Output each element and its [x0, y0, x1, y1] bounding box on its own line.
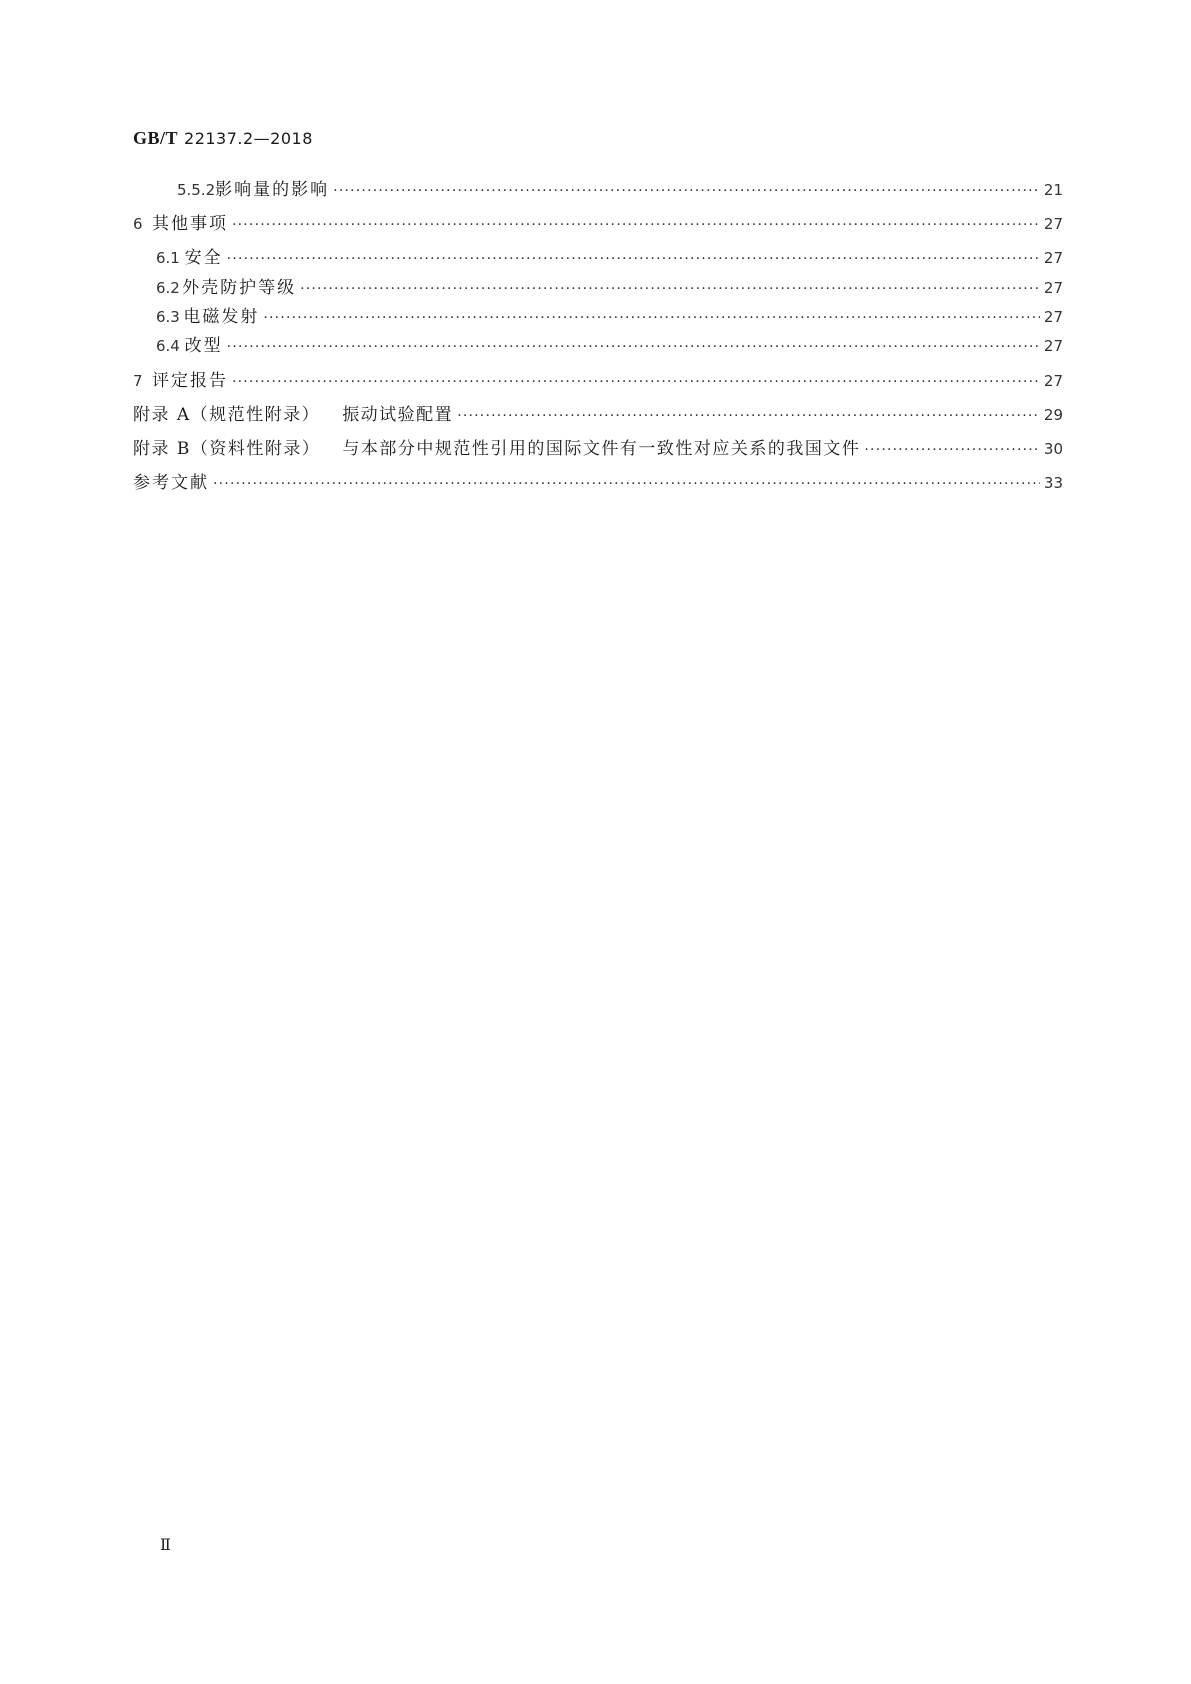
toc-entry-page: 27 [1043, 308, 1063, 326]
toc-entry-6-3[interactable] [133, 305, 1063, 329]
toc-entry-title: 评定报告 [151, 371, 228, 391]
toc-entry-title: 改型 [184, 336, 223, 356]
toc-leader-dots [213, 472, 1040, 496]
toc-leader-dots [864, 438, 1040, 462]
toc-entry-number: 6.1 [156, 249, 180, 267]
toc-leader-dots [333, 179, 1040, 203]
toc-entry-annex-a[interactable] [133, 403, 1063, 427]
toc-entry-number: 6.2 [156, 279, 180, 297]
toc-entry-title: 电磁发射 [183, 307, 260, 327]
toc-entry-page: 27 [1043, 337, 1063, 355]
toc-leader-dots [457, 404, 1040, 428]
page-number: Ⅱ [160, 1535, 171, 1554]
toc-leader-dots [227, 247, 1040, 271]
toc-entry-page: 30 [1043, 440, 1063, 458]
toc-entry-5-5-2[interactable] [133, 178, 1063, 202]
toc-entry-page: 21 [1043, 181, 1063, 199]
toc-entry-number: 6.4 [156, 337, 180, 355]
toc-entry-6[interactable] [133, 212, 1063, 236]
toc-entry-title: 外壳防护等级 [182, 278, 297, 298]
toc-entry-bibliography[interactable] [133, 471, 1063, 495]
toc-entry-number: 5.5.2 [177, 181, 216, 199]
standard-code [133, 128, 313, 149]
toc-entry-6-2[interactable] [133, 276, 1063, 300]
toc-entry-page: 27 [1043, 249, 1063, 267]
toc-entry-page: 27 [1043, 279, 1063, 297]
toc-leader-dots [263, 306, 1040, 330]
toc-entry-title: 与本部分中规范性引用的国际文件有一致性对应关系的我国文件 [342, 439, 861, 459]
toc-annex-label: 附录 A（规范性附录） [133, 405, 321, 425]
standard-prefix: GB/T [133, 128, 179, 148]
toc-entry-7[interactable] [133, 369, 1063, 393]
toc-entry-annex-b[interactable] [133, 437, 1063, 461]
toc-entry-6-1[interactable] [133, 246, 1063, 270]
toc-entry-page: 27 [1043, 372, 1063, 390]
toc-entry-title: 安全 [184, 248, 223, 268]
toc-leader-dots [232, 213, 1040, 237]
toc-entry-number: 6 [133, 215, 143, 233]
toc-entry-title: 振动试验配置 [342, 405, 454, 425]
toc-annex-label: 附录 B（资料性附录） [133, 439, 321, 459]
toc-entry-page: 33 [1043, 474, 1063, 492]
toc-leader-dots [227, 335, 1040, 359]
toc-leader-dots [300, 277, 1040, 301]
toc-entry-6-4[interactable] [133, 334, 1063, 358]
toc-entry-title: 其他事项 [151, 214, 228, 234]
toc-entry-title: 参考文献 [133, 473, 209, 493]
toc-entry-page: 29 [1043, 406, 1063, 424]
toc-entry-page: 27 [1043, 215, 1063, 233]
toc-leader-dots [232, 370, 1040, 394]
standard-number: 22137.2—2018 [184, 129, 313, 148]
toc-entry-number: 7 [133, 372, 143, 390]
toc-entry-title: 影响量的影响 [215, 180, 330, 200]
toc-entry-number: 6.3 [156, 308, 180, 326]
